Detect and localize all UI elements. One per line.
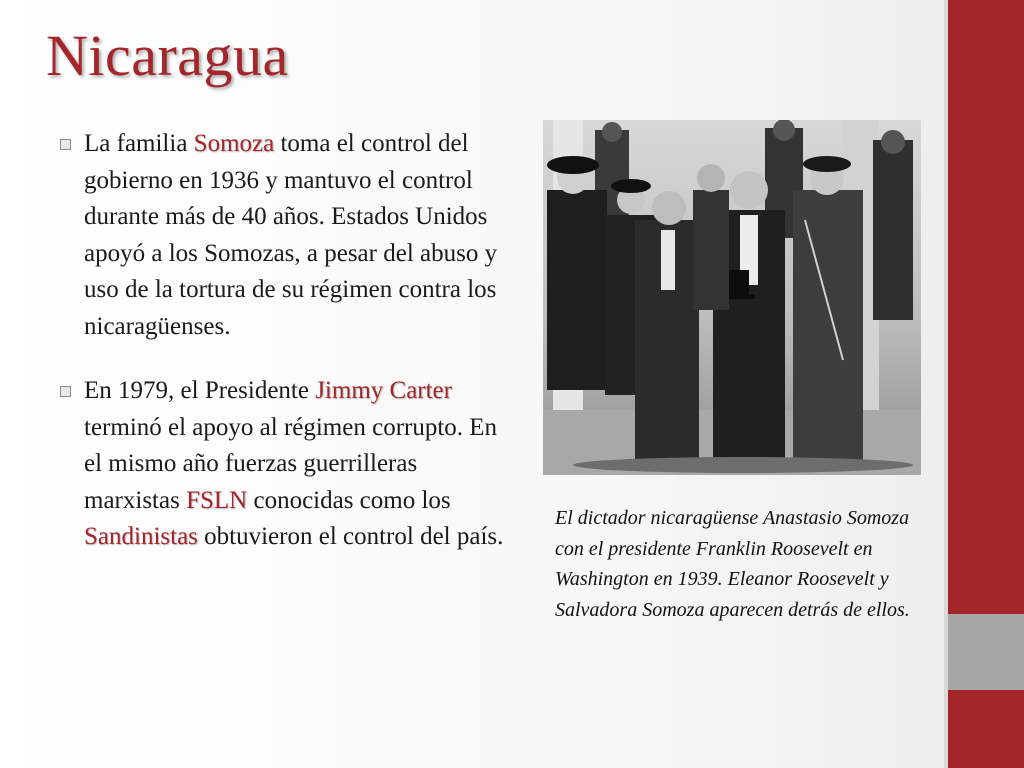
bullet-marker-icon	[60, 386, 71, 397]
historical-photo-icon	[543, 120, 921, 475]
highlight-sandinistas: Sandinistas	[84, 523, 198, 550]
bullet-item	[58, 373, 508, 556]
decorative-sidebar-block	[948, 614, 1024, 690]
photo-caption: El dictador nicaragüense Anastasio Somoza con el presidente Franklin Roosevelt en Washington en 1939. Eleanor Roosevelt y Salvadora Somoza aparecen detrás de ellos.	[555, 507, 910, 621]
bullet-list	[58, 126, 508, 556]
bullet-item	[58, 126, 508, 345]
bullet-text: conocidas como los	[247, 486, 451, 514]
bullet-text: La familia	[84, 130, 194, 157]
bullet-marker-icon	[60, 139, 71, 150]
slide-title: Nicaragua	[46, 23, 289, 88]
highlight-jimmy-carter: Jimmy Carter	[315, 377, 452, 404]
highlight-fsln: FSLN	[186, 486, 248, 514]
bullet-text: toma el control del gobierno en 1936 y mantuvo el control durante más de 40 años. Estados Unidos apoyó a los Somozas, a pesar del abuso y uso de la tortura de su régimen contra los nicaragüenses.	[84, 130, 498, 340]
bullet-text: terminó el apoyo al régimen corrupto. En el mismo año fuerzas guerrilleras marxistas	[84, 413, 498, 514]
highlight-somoza: Somoza	[193, 130, 275, 157]
bullet-text: obtuvieron el control del país.	[197, 523, 504, 550]
historical-photo	[543, 120, 921, 475]
bullet-text: En 1979, el Presidente	[84, 377, 316, 404]
